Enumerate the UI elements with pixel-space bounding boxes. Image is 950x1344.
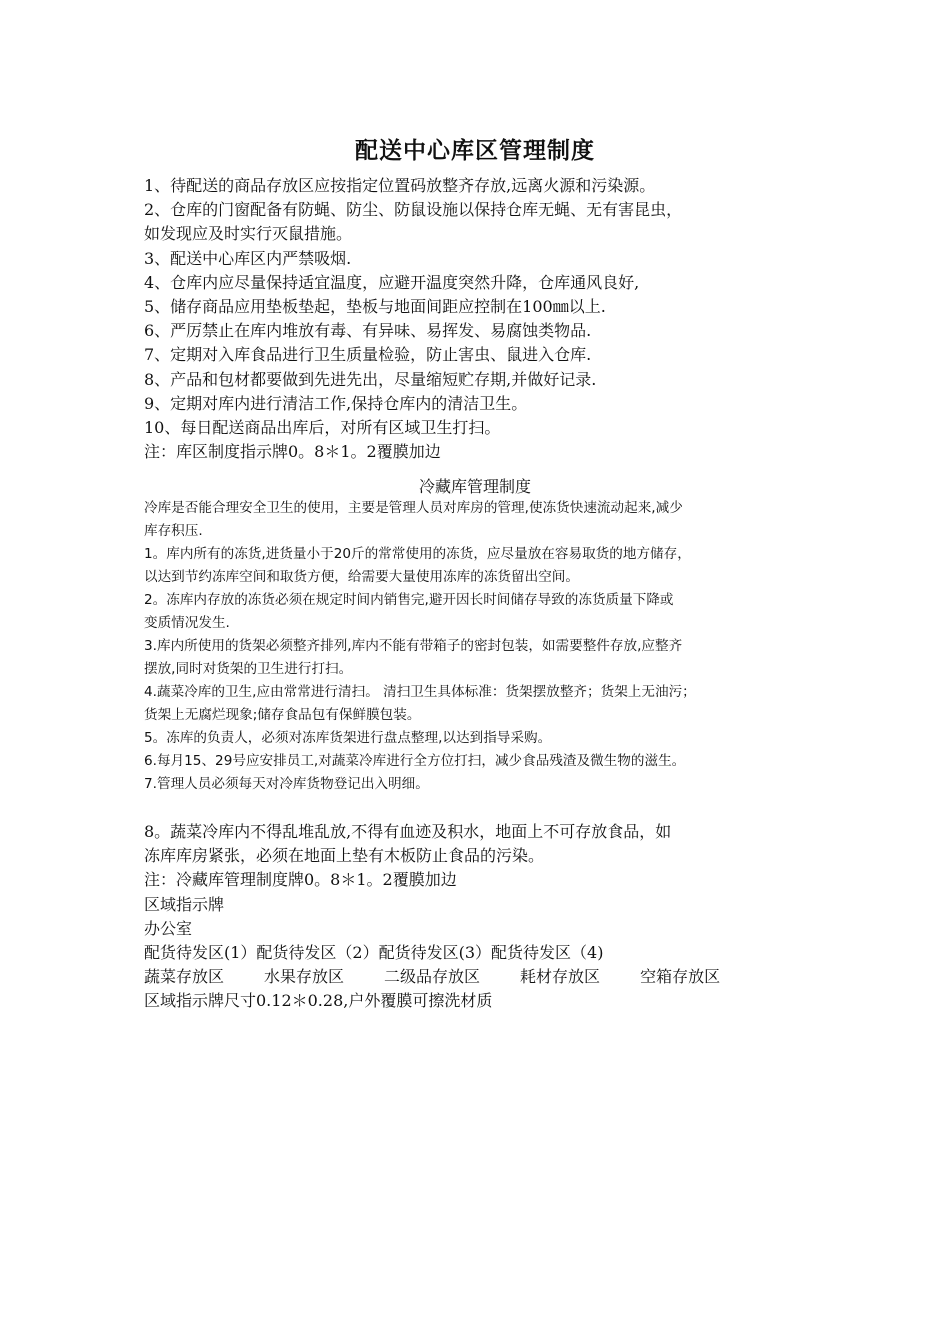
zone-dispatch-areas: 配货待发区(1）配货待发区（2）配货待发区(3）配货待发区（4)	[144, 943, 604, 963]
cold-rule-line: 4.蔬菜冷库的卫生,应由常常进行清扫。 清扫卫生具体标准：货架摆放整齐；货架上无油污；	[144, 684, 696, 700]
cold-rule-line: 7.管理人员必须每天对冷库货物登记出入明细。	[144, 776, 429, 792]
rule-line: 1、待配送的商品存放区应按指定位置码放整齐存放,远离火源和污染源。	[144, 176, 656, 195]
rule-line: 7、定期对入库食品进行卫生质量检验，防止害虫、鼠进入仓库.	[144, 345, 592, 365]
cold-storage-rules-section	[144, 497, 824, 796]
rule-line: 3、配送中心库区内严禁吸烟.	[144, 248, 352, 268]
cold-rule-line: 5。冻库的负责人，必须对冻库货架进行盘点整理,以达到指导采购。	[144, 730, 552, 746]
cold-rule-line: 冻库库房紧张，必须在地面上垫有木板防止食品的污染。	[144, 846, 545, 866]
rule-line: 10、每日配送商品出库后，对所有区域卫生打扫。	[144, 418, 501, 438]
cold-rule-line: 2。冻库内存放的冻货必须在规定时间内销售完,避开因长时间储存导致的冻货质量下降或	[144, 592, 674, 608]
zone-storage-row	[144, 965, 824, 989]
cold-rule-line: 以达到节约冻库空间和取货方便，给需要大量使用冻库的冻货留出空间。	[144, 569, 579, 585]
page-title: 配送中心库区管理制度	[355, 138, 595, 164]
rule-line: 4、仓库内应尽量保持适宜温度，应避开温度突然升降，仓库通风良好,	[144, 272, 640, 292]
zone-signs-section	[144, 820, 824, 1014]
cold-rule-line: 1。库内所有的冻货,进货量小于20斤的常常使用的冻货，应尽量放在容易取货的地方储存，	[144, 546, 691, 562]
cold-rule-line: 库存积压.	[144, 523, 203, 539]
cold-rule-line: 8。蔬菜冷库内不得乱堆乱放,不得有血迹及积水，地面上不可存放食品，如	[144, 822, 672, 841]
zone-item: 水果存放区	[264, 967, 345, 987]
rule-line: 9、定期对库内进行清洁工作,保持仓库内的清洁卫生。	[144, 393, 528, 413]
cold-rule-line: 变质情况发生.	[144, 615, 230, 631]
cold-rule-line: 冷库是否能合理安全卫生的使用，主要是管理人员对库房的管理,使冻货快速流动起来,减少	[144, 500, 683, 516]
zone-item: 耗材存放区	[520, 967, 601, 987]
zone-item: 空箱存放区	[640, 967, 721, 987]
cold-rule-line: 货架上无腐烂现象;储存食品包有保鲜膜包装。	[144, 707, 421, 723]
zone-sign-size-note: 区域指示牌尺寸0.12＊0.28,户外覆膜可擦洗材质	[144, 991, 493, 1011]
cold-storage-subtitle: 冷藏库管理制度	[418, 477, 531, 496]
cold-rule-note: 注：冷藏库管理制度牌0。8＊1。2覆膜加边	[144, 870, 457, 890]
zone-item: 蔬菜存放区	[144, 967, 225, 987]
rule-note: 注：库区制度指示牌0。8＊1。2覆膜加边	[144, 442, 441, 462]
cold-rule-line: 3.库内所使用的货架必须整齐排列,库内不能有带箱子的密封包装，如需要整件存放,应整齐	[144, 638, 683, 654]
zone-item: 二级品存放区	[384, 967, 481, 987]
cold-rule-line: 摆放,同时对货架的卫生进行打扫。	[144, 661, 353, 677]
rule-line: 8、产品和包材都要做到先进先出，尽量缩短贮存期,并做好记录.	[144, 369, 597, 389]
zone-office: 办公室	[144, 918, 193, 938]
cold-rule-line: 6.每月15、29号应安排员工,对蔬菜冷库进行全方位打扫，减少食品残渣及微生物的滋生。	[144, 753, 686, 769]
zone-sign-heading: 区域指示牌	[144, 894, 225, 914]
rule-line: 如发现应及时实行灭鼠措施。	[144, 224, 353, 244]
rule-line: 6、严厉禁止在库内堆放有毒、有异味、易挥发、易腐蚀类物品.	[144, 321, 592, 341]
warehouse-rules-section	[144, 174, 824, 464]
rule-line: 2、仓库的门窗配备有防蝇、防尘、防鼠设施以保持仓库无蝇、无有害昆虫，	[144, 200, 683, 220]
rule-line: 5、储存商品应用垫板垫起，垫板与地面间距应控制在100㎜以上.	[144, 297, 606, 317]
